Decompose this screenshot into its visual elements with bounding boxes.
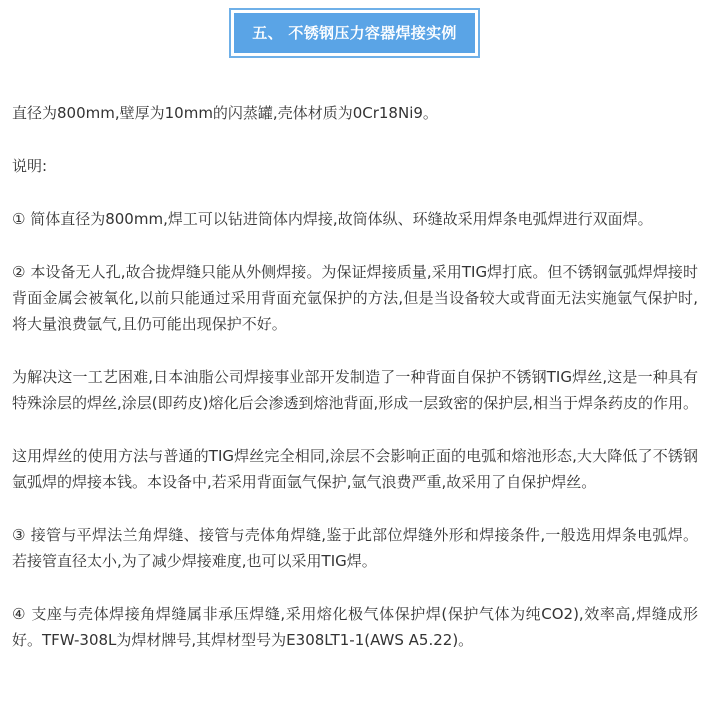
paragraph-note-3: ③ 接管与平焊法兰角焊缝、接管与壳体角焊缝,鉴于此部位焊缝外形和焊接条件,一般选用焊条电弧焊。若接管直径太小,为了减少焊接难度,也可以采用TIG焊。 <box>12 526 698 570</box>
section-heading-frame <box>229 8 479 58</box>
article-body <box>12 100 698 680</box>
paragraph-note-2: ② 本设备无人孔,故合拢焊缝只能从外侧焊接。为保证焊接质量,采用TIG焊打底。但不锈钢氩弧焊焊接时背面金属会被氧化,以前只能通过采用背面充氩保护的方法,但是当设备较大或背面无法实施氩气保护时,将大量浪费氩气,且仍可能出现保护不好。 <box>12 263 698 333</box>
paragraph-note-2-usage: 这用焊丝的使用方法与普通的TIG焊丝完全相同,涂层不会影响正面的电弧和熔池形态,大大降低了不锈钢氩弧焊的焊接本钱。本设备中,若采用背面氩气保护,氩气浪费严重,故采用了自保护焊丝。 <box>12 447 698 491</box>
section-heading: 五、 不锈钢压力容器焊接实例 <box>234 13 474 53</box>
paragraph-notes-label: 说明: <box>12 157 48 175</box>
section-heading-wrap <box>0 8 709 58</box>
paragraph-note-1: ① 简体直径为800mm,焊工可以钻进筒体内焊接,故筒体纵、环缝故采用焊条电弧焊进行双面焊。 <box>12 210 653 228</box>
paragraph-note-4: ④ 支座与壳体焊接角焊缝属非承压焊缝,采用熔化极气体保护焊(保护气体为纯CO2),效率高,焊缝成形好。TFW-308L为焊材牌号,其焊材型号为E308LT1-1(AWS A5.22)。 <box>12 605 698 649</box>
paragraph-vessel-spec: 直径为800mm,壁厚为10mm的闪蒸罐,壳体材质为0Cr18Ni9。 <box>12 104 438 122</box>
paragraph-note-2-solution: 为解决这一工艺困难,日本油脂公司焊接事业部开发制造了一种背面自保护不锈钢TIG焊丝,这是一种具有特殊涂层的焊丝,涂层(即药皮)熔化后会渗透到熔池背面,形成一层致密的保护层,相当于焊条药皮的作用。 <box>12 368 699 412</box>
